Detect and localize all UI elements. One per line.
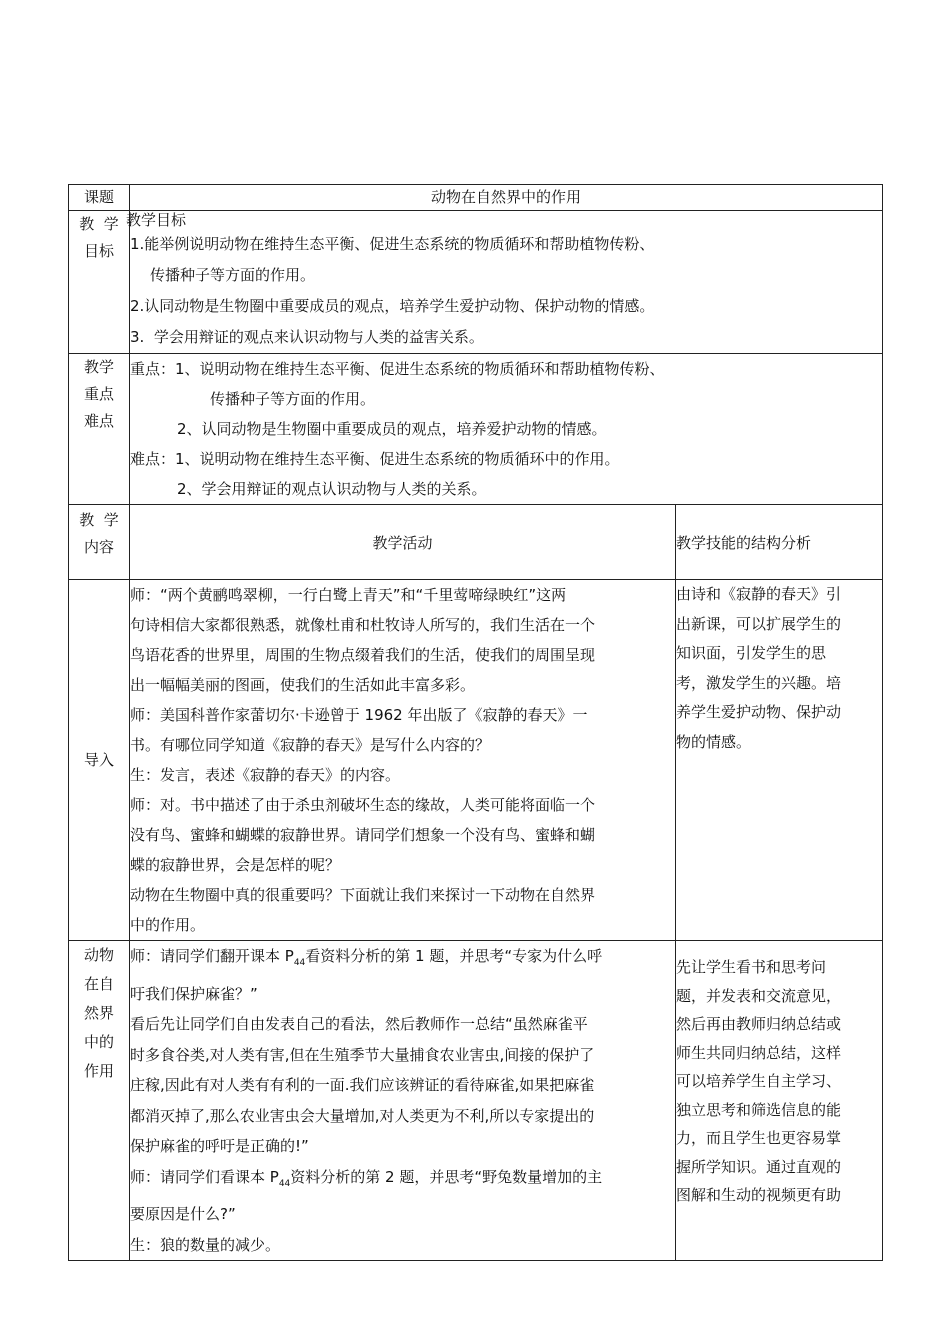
objective-item-cont: 传播种子等方面的作用。	[150, 266, 316, 284]
role-analysis	[676, 941, 883, 1261]
analysis-line: 然后再由教师归纳总结或	[676, 1015, 842, 1033]
role-line: 吁我们保护麻雀？”	[130, 984, 258, 1003]
intro-line: 动物在生物圈中真的很重要吗？下面就让我们来探讨一下动物在自然界	[130, 886, 596, 904]
role-line-text: 看资料分析的第 1 题，并思考“专家为什么呼	[305, 947, 603, 965]
role-label-line: 作用	[83, 1062, 114, 1080]
objectives-label-line: 目标	[83, 242, 114, 260]
role-line-text: 资料分析的第 2 题，并思考“野兔数量增加的主	[290, 1167, 603, 1186]
content-label	[69, 505, 130, 580]
role-line: 保护麻雀的呼吁是正确的!”	[130, 1137, 309, 1155]
analysis-line: 力，而且学生也更容易掌	[676, 1129, 842, 1147]
activities-header: 教学活动	[130, 505, 676, 580]
analysis-line: 考，激发学生的兴趣。培	[676, 673, 842, 692]
intro-line: 师：“两个黄鹂鸣翠柳，一行白鹭上青天”和“千里莺啼绿映红”这两	[130, 586, 567, 604]
role-label-line: 在自	[83, 975, 114, 993]
role-line: 时多食谷类,对人类有害,但在生殖季节大量捕食农业害虫,间接的保护了	[130, 1045, 595, 1064]
content-label-line: 内容	[83, 538, 114, 556]
objectives-label-line: 教 学	[79, 215, 119, 233]
content-header-row	[69, 505, 883, 580]
role-row	[69, 941, 883, 1261]
objective-item: 3. 学会用辩证的观点来认识动物与人类的益害关系。	[130, 328, 484, 346]
objectives-content	[126, 211, 883, 354]
role-label	[69, 941, 130, 1261]
difficulty-point: 难点：1、说明动物在维持生态平衡、促进生态系统的物质循环中的作用。	[130, 450, 620, 468]
page-subscript: 44	[293, 958, 306, 968]
role-line: 看后先让同学们自由发表自己的看法，然后教师作一总结“虽然麻雀平	[130, 1015, 588, 1033]
analysis-line: 出新课，可以扩展学生的	[676, 614, 842, 633]
role-line: 庄稼,因此有对人类有有利的一面.我们应该辨证的看待麻雀,如果把麻雀	[130, 1076, 595, 1094]
analysis-line: 物的情感。	[676, 732, 752, 751]
intro-line: 师：美国科普作家蕾切尔·卡逊曾于 1962 年出版了《寂静的春天》一	[130, 706, 588, 724]
analysis-line: 握所学知识。通过直观的	[676, 1157, 842, 1176]
analysis-line: 可以培养学生自主学习、	[676, 1072, 842, 1090]
analysis-line: 师生共同归纳总结，这样	[676, 1043, 842, 1062]
key-points-label-line: 教学	[83, 358, 114, 376]
role-activities	[130, 941, 676, 1261]
intro-row	[69, 580, 883, 941]
objectives-row	[69, 211, 883, 354]
analysis-line: 由诗和《寂静的春天》引	[676, 585, 842, 603]
key-point: 重点：1、说明动物在维持生态平衡、促进生态系统的物质循环和帮助植物传粉、	[130, 360, 665, 378]
key-points-content	[130, 354, 883, 505]
analysis-line: 独立思考和筛选信息的能	[676, 1100, 842, 1119]
analysis-header: 教学技能的结构分析	[676, 505, 883, 580]
role-line: 生：狼的数量的减少。	[130, 1235, 281, 1254]
intro-line: 鸟语花香的世界里，周围的生物点缀着我们的生活，使我们的周围呈现	[130, 646, 596, 664]
intro-line: 蝶的寂静世界，会是怎样的呢？	[130, 856, 341, 874]
objective-item: 2.认同动物是生物圈中重要成员的观点，培养学生爱护动物、保护动物的情感。	[130, 297, 655, 315]
role-line-text: 师：请同学们看课本 P	[130, 1167, 279, 1186]
topic-title: 动物在自然界中的作用	[130, 185, 883, 211]
role-label-line: 然界	[83, 1004, 114, 1022]
intro-line: 书。有哪位同学知道《寂静的春天》是写什么内容的？	[130, 736, 491, 754]
analysis-line: 图解和生动的视频更有助	[676, 1186, 842, 1204]
role-line	[130, 941, 675, 979]
role-label-line: 动物	[83, 946, 114, 964]
page-subscript: 44	[278, 1178, 291, 1189]
key-point: 2、认同动物是生物圈中重要成员的观点，培养爱护动物的情感。	[177, 420, 607, 438]
analysis-line: 知识面，引发学生的思	[676, 644, 827, 662]
key-points-label-line: 难点	[83, 412, 114, 430]
intro-analysis	[676, 580, 883, 941]
key-points-label-line: 重点	[83, 385, 114, 403]
role-line: 都消灭掉了,那么农业害虫会大量增加,对人类更为不利,所以专家提出的	[130, 1106, 595, 1125]
intro-label: 导入	[69, 580, 130, 941]
topic-row	[69, 185, 883, 211]
intro-line: 师：对。书中描述了由于杀虫剂破坏生态的缘故，人类可能将面临一个	[130, 796, 596, 814]
analysis-line: 先让学生看书和思考问	[676, 958, 827, 976]
objective-item: 1.能举例说明动物在维持生态平衡、促进生态系统的物质循环和帮助植物传粉、	[130, 235, 655, 253]
key-points-label	[69, 354, 130, 505]
intro-line: 句诗相信大家都很熟悉，就像杜甫和杜牧诗人所写的，我们生活在一个	[130, 616, 596, 634]
topic-label: 课题	[69, 185, 130, 211]
intro-line: 出一幅幅美丽的图画，使我们的生活如此丰富多彩。	[130, 676, 476, 694]
analysis-line: 养学生爱护动物、保护动	[676, 703, 842, 721]
role-label-line: 中的	[83, 1033, 114, 1051]
difficulty-point: 2、学会用辩证的观点认识动物与人类的关系。	[177, 480, 487, 498]
intro-activities	[130, 580, 676, 941]
content-label-line: 教 学	[79, 511, 119, 529]
key-points-row	[69, 354, 883, 505]
intro-line: 没有鸟、蜜蜂和蝴蝶的寂静世界。请同学们想象一个没有鸟、蜜蜂和蝴	[130, 826, 596, 844]
intro-line: 中的作用。	[130, 916, 206, 934]
role-line-text: 师：请同学们翻开课本 P	[130, 947, 294, 965]
objectives-label	[69, 211, 130, 354]
intro-line: 生：发言，表述《寂静的春天》的内容。	[130, 766, 401, 784]
key-point-cont: 传播种子等方面的作用。	[210, 390, 376, 408]
analysis-line: 题，并发表和交流意见，	[676, 986, 842, 1005]
objectives-heading: 教学目标	[126, 211, 187, 229]
role-line: 要原因是什么?”	[130, 1205, 236, 1223]
lesson-plan-table	[68, 184, 883, 1261]
role-line	[130, 1162, 675, 1200]
